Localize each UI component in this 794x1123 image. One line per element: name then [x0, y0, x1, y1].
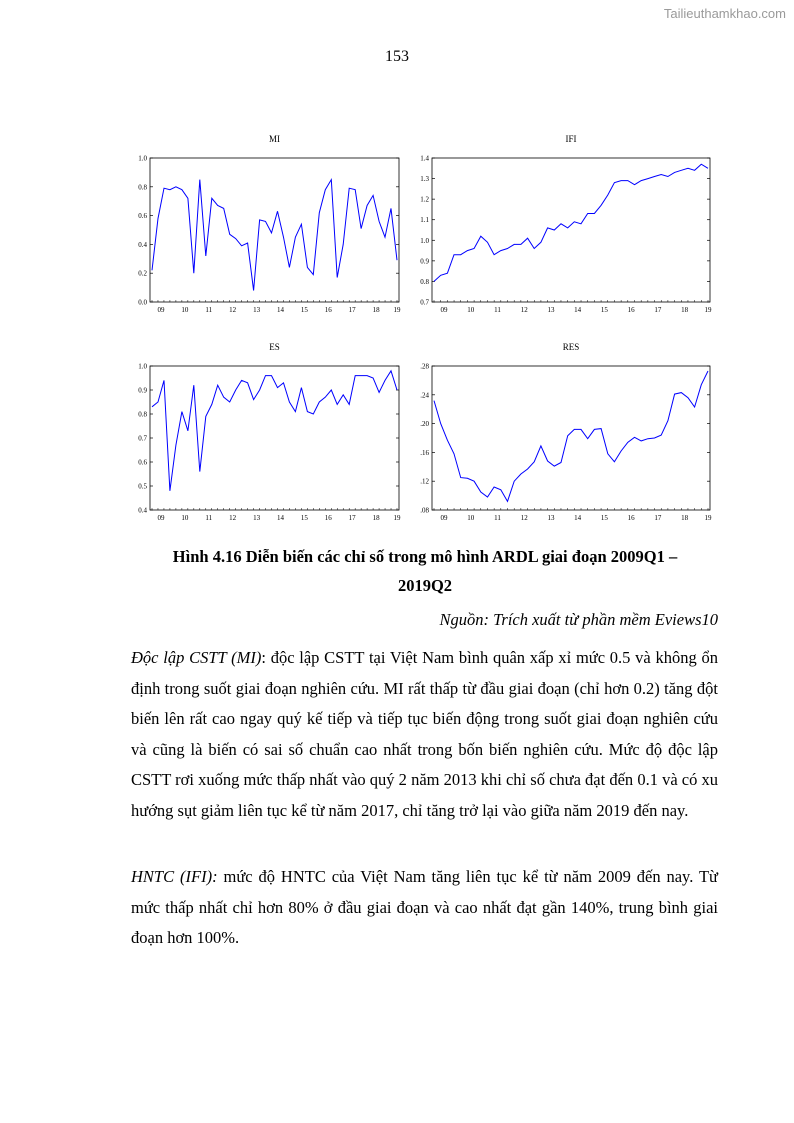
- x-tick-label: 19: [393, 306, 401, 314]
- y-tick-label: 0.7: [420, 298, 429, 307]
- x-tick-label: 10: [181, 306, 189, 314]
- chart-svg: [418, 338, 718, 538]
- chart-svg: [128, 338, 408, 538]
- chart-res: [418, 338, 718, 538]
- y-tick-label: .16: [420, 448, 429, 457]
- y-tick-label: 1.1: [420, 216, 429, 225]
- x-tick-label: 11: [205, 306, 213, 314]
- x-tick-label: 12: [520, 514, 528, 522]
- figure-caption-line1: Hình 4.16 Diễn biến các chỉ số trong mô hình ARDL giai đoạn 2009Q1 –: [172, 547, 678, 566]
- y-tick-label: 0.6: [138, 458, 147, 467]
- x-tick-label: 15: [300, 514, 308, 522]
- y-tick-label: 1.0: [138, 362, 147, 371]
- x-tick-label: 19: [704, 306, 712, 314]
- y-tick-label: 0.9: [138, 386, 147, 395]
- ifi-text: mức độ HNTC của Việt Nam tăng liên tục kể từ năm 2009 đến nay. Từ mức thấp nhất chỉ hơn 80% ở đầu giai đoạn và cao nhất đạt gần 140%, trung bình giai đoạn hơn 100%.: [131, 867, 718, 947]
- y-tick-label: 0.6: [138, 212, 147, 221]
- page-number: 153: [385, 48, 409, 65]
- y-tick-label: 0.4: [138, 506, 147, 515]
- x-tick-label: 16: [324, 306, 332, 314]
- plot-frame: [432, 366, 710, 510]
- y-tick-label: 0.8: [138, 410, 147, 419]
- chart-es: [128, 338, 408, 538]
- paragraph-ifi: [131, 862, 718, 954]
- x-tick-label: 14: [276, 514, 284, 522]
- x-tick-label: 13: [547, 514, 555, 522]
- x-tick-label: 10: [467, 306, 475, 314]
- x-tick-label: 16: [627, 306, 635, 314]
- y-tick-label: 1.0: [138, 154, 147, 163]
- x-tick-label: 14: [574, 306, 582, 314]
- y-tick-label: 0.9: [420, 257, 429, 266]
- mi-label: Độc lập CSTT (MI): [131, 648, 262, 667]
- watermark: Tailieuthamkhao.com: [663, 6, 786, 21]
- x-tick-label: 14: [574, 514, 582, 522]
- mi-text: : độc lập CSTT tại Việt Nam bình quân xấp xỉ mức 0.5 và không ổn định trong suốt giai đoạn nghiên cứu. MI rất thấp từ đầu giai đoạn (chỉ hơn 0.2) tăng đột biến lên rất cao ngay quý kế tiếp và tiếp tục biến động trong suốt giai đoạn nghiên cứu và cũng là biến có sai số chuẩn cao nhất trong bốn biến nghiên cứu. Mức độ độc lập CSTT rơi xuống mức thấp nhất vào quý 2 năm 2013 khi chỉ số chưa đạt đến 0.1 và có xu hướng sụt giảm liên tục kể từ năm 2017, chỉ tăng trở lại vào giữa năm 2019 đến nay.: [131, 648, 718, 820]
- figure-caption-line2: 2019Q2: [397, 576, 453, 595]
- x-tick-label: 19: [393, 514, 401, 522]
- x-tick-label: 11: [494, 514, 501, 522]
- plot-frame: [150, 158, 399, 302]
- chart-mi: [128, 130, 408, 330]
- y-tick-label: .28: [420, 362, 429, 371]
- x-tick-label: 13: [547, 306, 555, 314]
- x-tick-label: 09: [440, 306, 448, 314]
- x-tick-label: 12: [520, 306, 528, 314]
- ifi-label: HNTC (IFI):: [131, 867, 218, 886]
- x-tick-label: 17: [348, 514, 356, 522]
- plot-frame: [150, 366, 399, 510]
- y-tick-label: 0.0: [138, 298, 147, 307]
- x-tick-label: 17: [654, 514, 662, 522]
- y-tick-label: 1.2: [420, 195, 429, 204]
- y-tick-label: .24: [420, 391, 429, 400]
- x-tick-label: 16: [324, 514, 332, 522]
- x-tick-label: 13: [253, 514, 261, 522]
- x-tick-label: 09: [157, 306, 165, 314]
- y-tick-label: 0.8: [420, 277, 429, 286]
- x-tick-label: 18: [681, 514, 689, 522]
- x-tick-label: 09: [440, 514, 448, 522]
- chart-title: MI: [269, 134, 280, 144]
- x-tick-label: 17: [654, 306, 662, 314]
- series-line-ifi: [434, 164, 708, 281]
- y-tick-label: 1.3: [420, 175, 429, 184]
- x-tick-label: 18: [372, 306, 380, 314]
- x-tick-label: 18: [681, 306, 689, 314]
- y-tick-label: 0.8: [138, 183, 147, 192]
- chart-title: RES: [562, 342, 580, 352]
- x-tick-label: 19: [704, 514, 712, 522]
- y-tick-label: 0.2: [138, 269, 147, 278]
- chart-ifi: [418, 130, 718, 330]
- y-tick-label: 1.4: [420, 154, 429, 163]
- x-tick-label: 11: [494, 306, 501, 314]
- y-tick-label: 0.4: [138, 240, 147, 249]
- x-tick-label: 15: [300, 306, 308, 314]
- x-tick-label: 14: [276, 306, 284, 314]
- y-tick-label: .12: [420, 477, 429, 486]
- x-tick-label: 15: [600, 514, 608, 522]
- chart-svg: [128, 130, 408, 330]
- x-tick-label: 13: [253, 306, 261, 314]
- figure-source: Nguồn: Trích xuất từ phần mềm Eviews10: [439, 610, 718, 629]
- x-tick-label: 09: [157, 514, 165, 522]
- y-tick-label: 0.5: [138, 482, 147, 491]
- series-line-mi: [152, 180, 397, 291]
- paragraph-mi: [131, 643, 718, 826]
- chart-title: IFI: [565, 134, 577, 144]
- x-tick-label: 11: [205, 514, 213, 522]
- y-tick-label: .20: [420, 420, 429, 429]
- x-tick-label: 12: [229, 514, 237, 522]
- x-tick-label: 18: [372, 514, 380, 522]
- x-tick-label: 10: [467, 514, 475, 522]
- chart-svg: [418, 130, 718, 330]
- y-tick-label: .08: [420, 506, 429, 515]
- chart-title: ES: [269, 342, 280, 352]
- x-tick-label: 16: [627, 514, 635, 522]
- plot-frame: [432, 158, 710, 302]
- x-tick-label: 17: [348, 306, 356, 314]
- x-tick-label: 10: [181, 514, 189, 522]
- series-line-es: [152, 371, 397, 491]
- y-tick-label: 0.7: [138, 434, 147, 443]
- y-tick-label: 1.0: [420, 236, 429, 245]
- series-line-res: [434, 371, 708, 501]
- x-tick-label: 12: [229, 306, 237, 314]
- x-tick-label: 15: [600, 306, 608, 314]
